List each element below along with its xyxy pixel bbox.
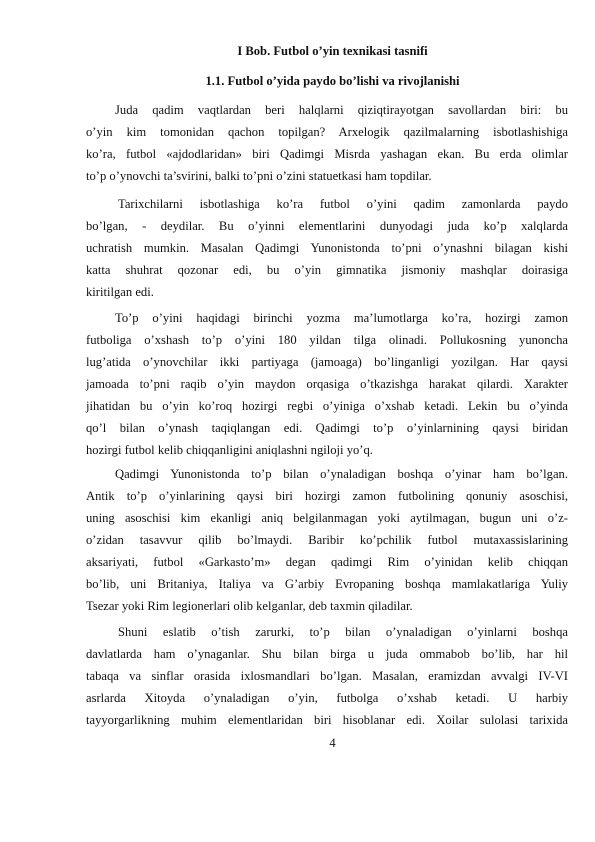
- text-line: tabaqa va sinflar orasida ixlosmandlari bo’lgan. Masalan, eramizdan avvalgi IV-VI: [86, 669, 568, 683]
- chapter-heading: I Bob. Futbol o’yin texnikasi tasnifi: [237, 44, 428, 58]
- text-line: Qadimgi Yunonistonda to’p bilan o’ynaladigan boshqa o’yinar ham bo’lgan.: [115, 467, 568, 481]
- text-line: aksariyati, futbol «Garkasto’m» degan qadimgi Rim o’yinidan kelib chiqqan: [86, 555, 568, 569]
- text-line: Antik to’p o’yinlarining qaysi biri hozirgi zamon futbolining qonuniy asoschisi,: [86, 489, 568, 503]
- text-line: o’zidan tasavvur qilib bo’lmaydi. Baribir ko’pchilik futbol mutaxassislarining: [86, 533, 568, 547]
- text-line: uchratish mumkin. Masalan Qadimgi Yunonistonda to’pni o’ynashni bilagan kishi: [86, 241, 568, 255]
- text-line: tayyorgarlikning muhim elementlaridan biri hisoblanar edi. Xoilar sulolasi tarixida: [86, 713, 568, 727]
- section-subheading: 1.1. Futbol o’yida paydo bo’lishi va rivojlanishi: [205, 74, 460, 88]
- text-line: hozirgi futbol kelib chiqqanligini aniqlashni ngiloji yo’q.: [86, 443, 373, 457]
- text-line: To’p o’yini haqidagi birinchi yozma ma’lumotlarga ko’ra, hozirgi zamon: [115, 311, 568, 325]
- text-line: Tsezar yoki Rim legionerlari olib kelganlar, deb taxmin qiladilar.: [86, 599, 413, 613]
- text-line: katta shuhrat qozonar edi, bu o’yin gimnatika jismoniy mashqlar doirasiga: [86, 263, 568, 277]
- text-line: bo’lib, uni Britaniya, Italiya va G’arbiy Evropaning boshqa mamlakatlariga Yuliy: [86, 577, 568, 591]
- text-line: davlatlarda ham o’ynaganlar. Shu bilan birga u juda ommabob bo’lib, har hil: [86, 647, 568, 661]
- text-line: to’p o’ynovchi ta’svirini, balki to’pni o’zini statuetkasi ham topdilar.: [86, 169, 432, 183]
- text-line: qo’l bilan o’ynash taqiqlangan edi. Qadimgi to’p o’yinlarnining qaysi biridan: [86, 421, 568, 435]
- text-line: lug’atida o’ynovchilar ikki partiyaga (jamoaga) bo’linganligi yozilgan. Har qaysi: [86, 355, 568, 369]
- text-line: Shuni eslatib o’tish zarurki, to’p bilan o’ynaladigan o’yinlarni boshqa: [118, 625, 568, 639]
- text-line: kiritilgan edi.: [86, 285, 154, 299]
- text-line: asrlarda Xitoyda o’ynaladigan o’yin, futbolga o’xshab ketadi. U harbiy: [86, 691, 568, 705]
- text-line: o’yin kim tomonidan qachon topilgan? Arxelogik qazilmalarning isbotlashishiga: [86, 125, 568, 139]
- text-line: Juda qadim vaqtlardan beri halqlarni qiziqtirayotgan savollardan biri: bu: [115, 103, 568, 117]
- text-line: jamoada to’pni raqib o’yin maydon orqasiga o’tkazishga harakat qilardi. Xarakter: [86, 377, 568, 391]
- text-line: uning asoschisi kim ekanligi aniq belgilanmagan yoki aytilmagan, bugun uni o’z-: [86, 511, 568, 525]
- page-number: 4: [329, 736, 336, 750]
- text-line: jihatidan bu o’yin ko’roq hozirgi regbi o’yiniga o’xshab ketadi. Lekin bu o’yinda: [86, 399, 568, 413]
- text-line: bo’lgan, - deydilar. Bu o’yinni elementlarini dunyodagi juda ko’p xalqlarda: [86, 219, 568, 233]
- text-line: ko’ra, futbol «ajdodlaridan» biri Qadimgi Misrda yashagan ekan. Bu erda olimlar: [86, 147, 568, 161]
- text-line: futboliga o’xshash to’p o’yini 180 yildan tilga olinadi. Pollukosning yunoncha: [86, 333, 568, 347]
- text-line: Tarixchilarni isbotlashiga ko’ra futbol o’yini qadim zamonlarda paydo: [118, 197, 568, 211]
